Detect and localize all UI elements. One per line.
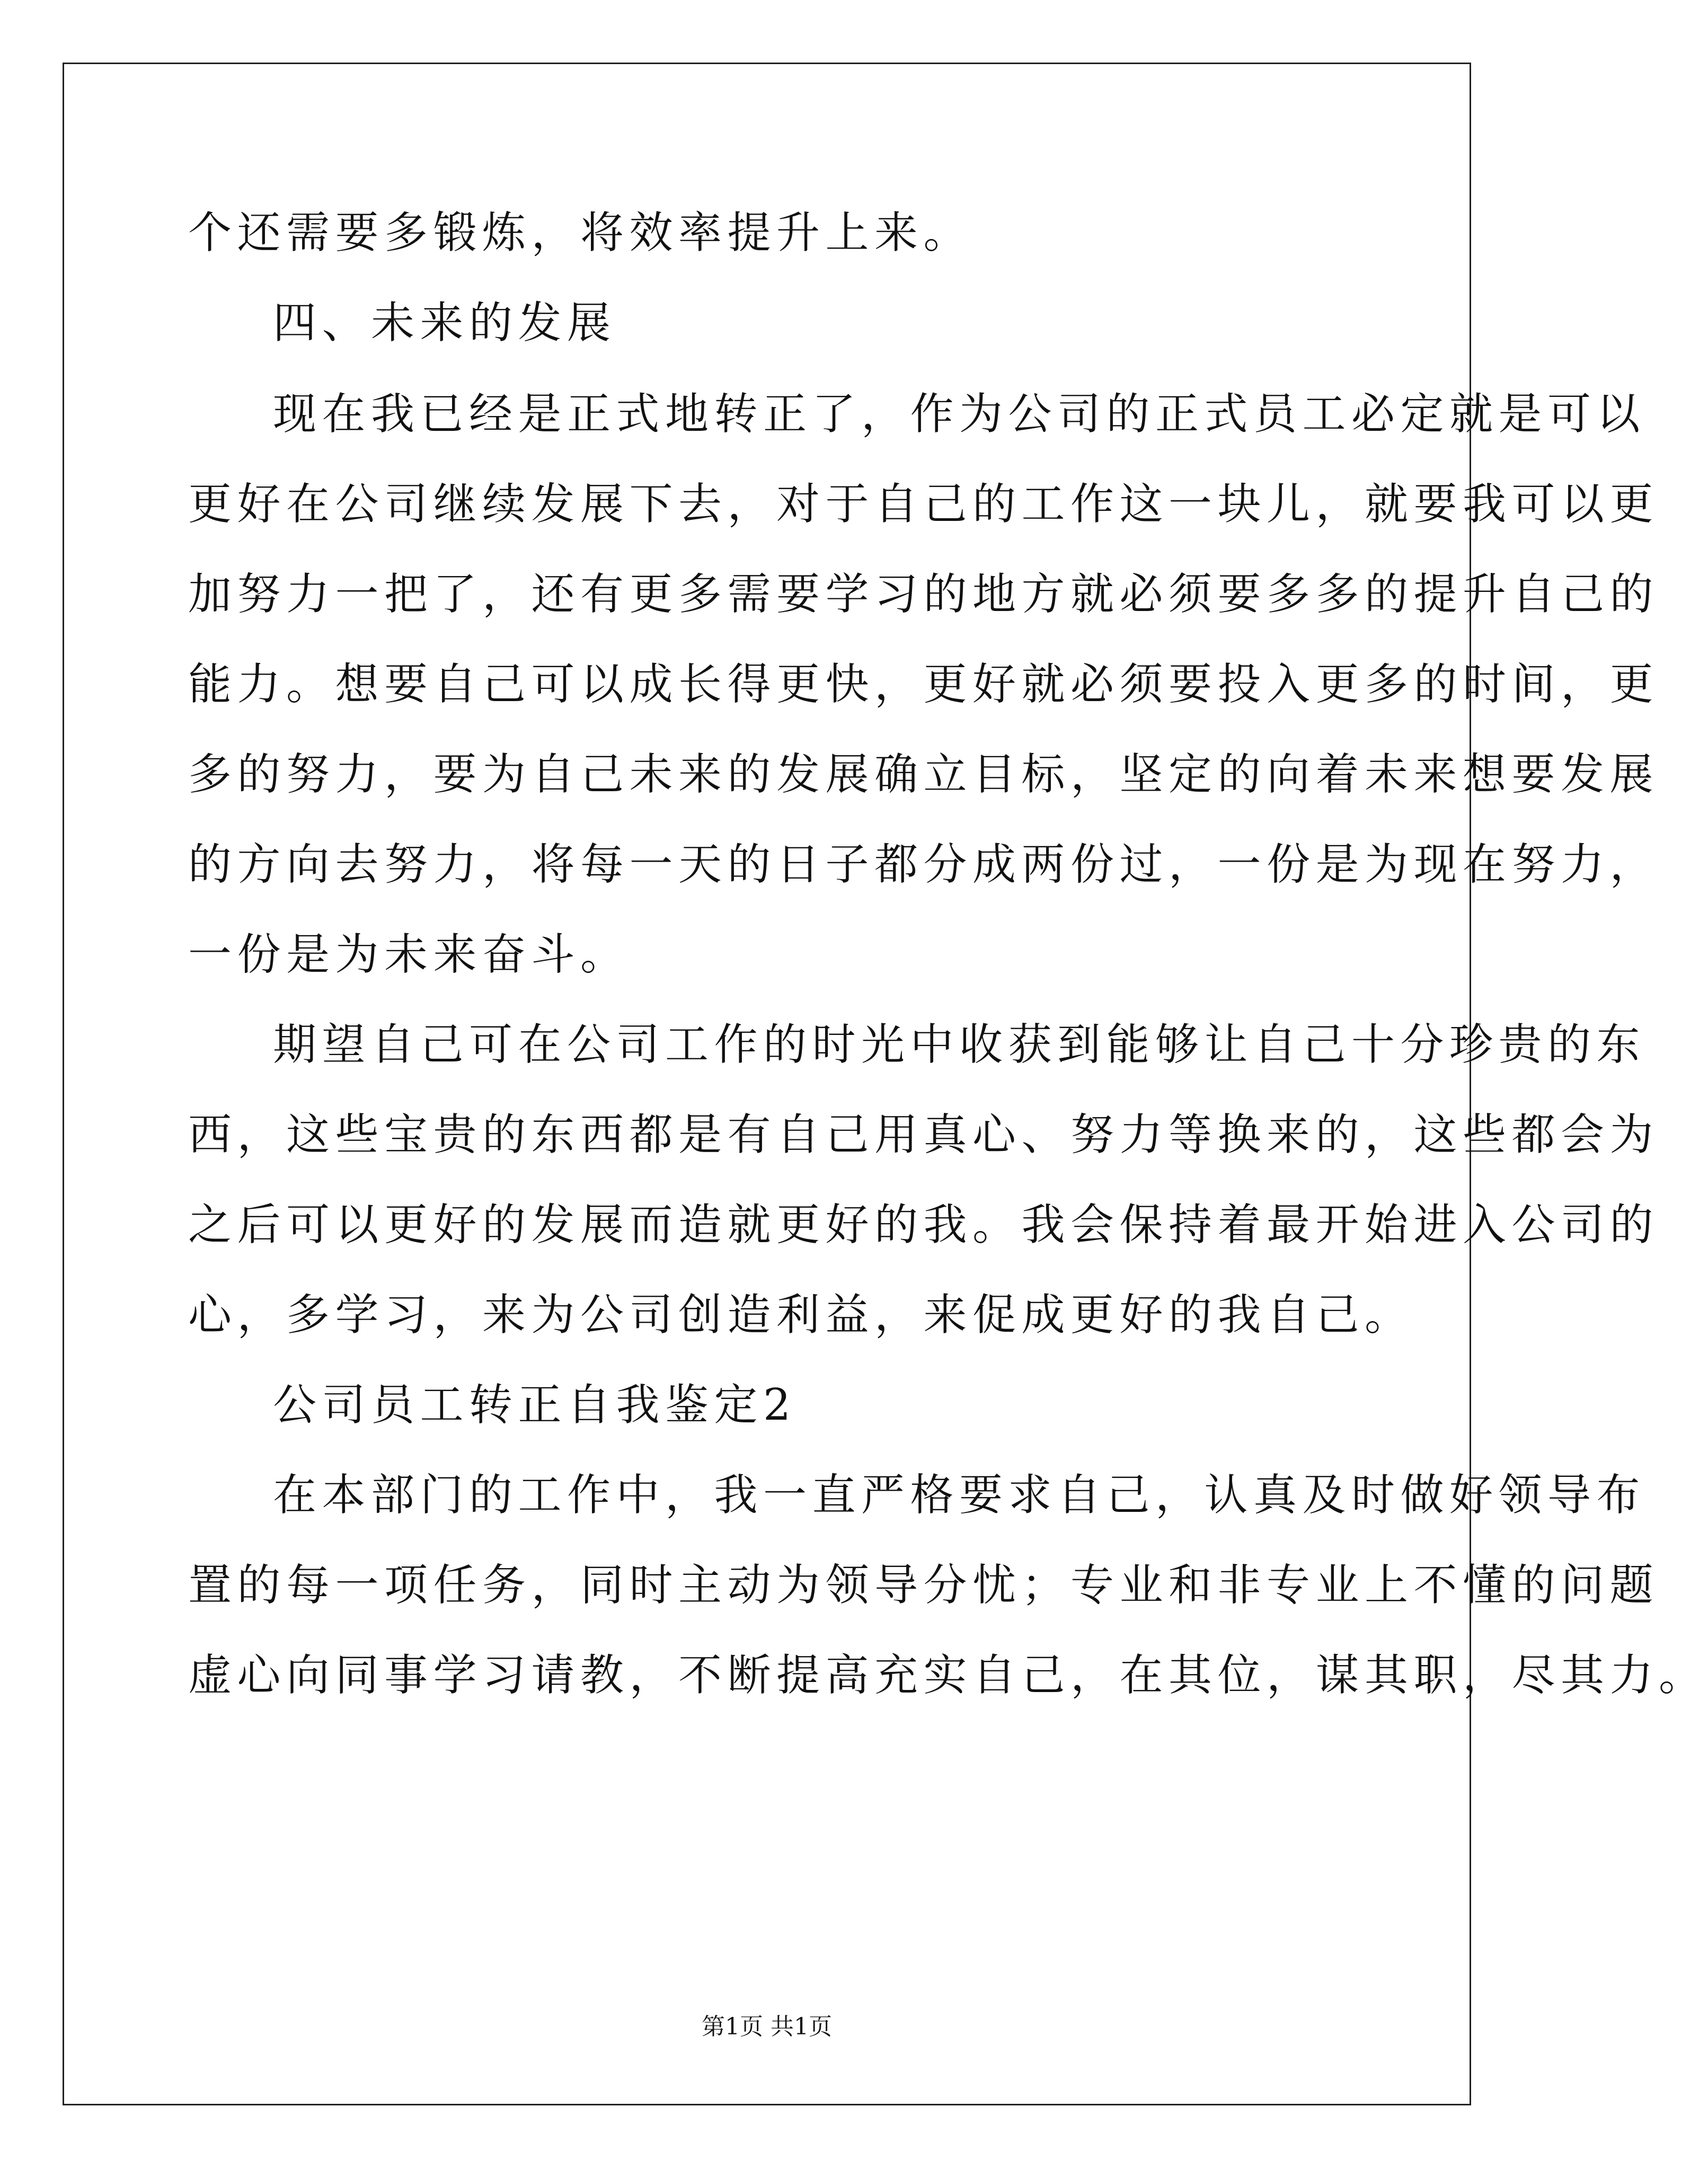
text-line: 在本部门的工作中，我一直严格要求自己，认真及时做好领导布 [273, 1470, 1646, 1520]
text-line: 多的努力，要为自己未来的发展确立目标，坚定的向着未来想要发展 [188, 749, 1659, 800]
text-line: 之后可以更好的发展而造就更好的我。我会保持着最开始进入公司的 [188, 1200, 1659, 1250]
text-line: 的方向去努力，将每一天的日子都分成两份过，一份是为现在努力， [188, 839, 1659, 890]
section-heading: 公司员工转正自我鉴定2 [273, 1380, 797, 1430]
text-line: 西，这些宝贵的东西都是有自己用真心、努力等换来的，这些都会为 [188, 1110, 1659, 1160]
text-line: 更好在公司继续发展下去，对于自己的工作这一块儿，就要我可以更 [188, 479, 1659, 529]
page-footer: 第1页 共1页 [702, 2013, 832, 2040]
text-line: 能力。想要自己可以成长得更快，更好就必须要投入更多的时间，更 [188, 659, 1659, 710]
text-line: 个还需要多锻炼，将效率提升上来。 [188, 208, 973, 258]
text-line: 置的每一项任务，同时主动为领导分忧；专业和非专业上不懂的问题 [188, 1560, 1659, 1610]
text-line: 虚心向同事学习请教，不断提高充实自己，在其位，谋其职，尽其力。 [188, 1650, 1708, 1701]
page-border [63, 63, 1471, 2105]
section-heading: 四、未来的发展 [273, 298, 616, 348]
text-line: 现在我已经是正式地转正了，作为公司的正式员工必定就是可以 [273, 389, 1646, 439]
text-line: 期望自己可在公司工作的时光中收获到能够让自己十分珍贵的东 [273, 1020, 1646, 1070]
text-line: 加努力一把了，还有更多需要学习的地方就必须要多多的提升自己的 [188, 569, 1659, 619]
text-line: 心，多学习，来为公司创造利益，来促成更好的我自己。 [188, 1290, 1414, 1340]
text-line: 一份是为未来奋斗。 [188, 929, 630, 980]
